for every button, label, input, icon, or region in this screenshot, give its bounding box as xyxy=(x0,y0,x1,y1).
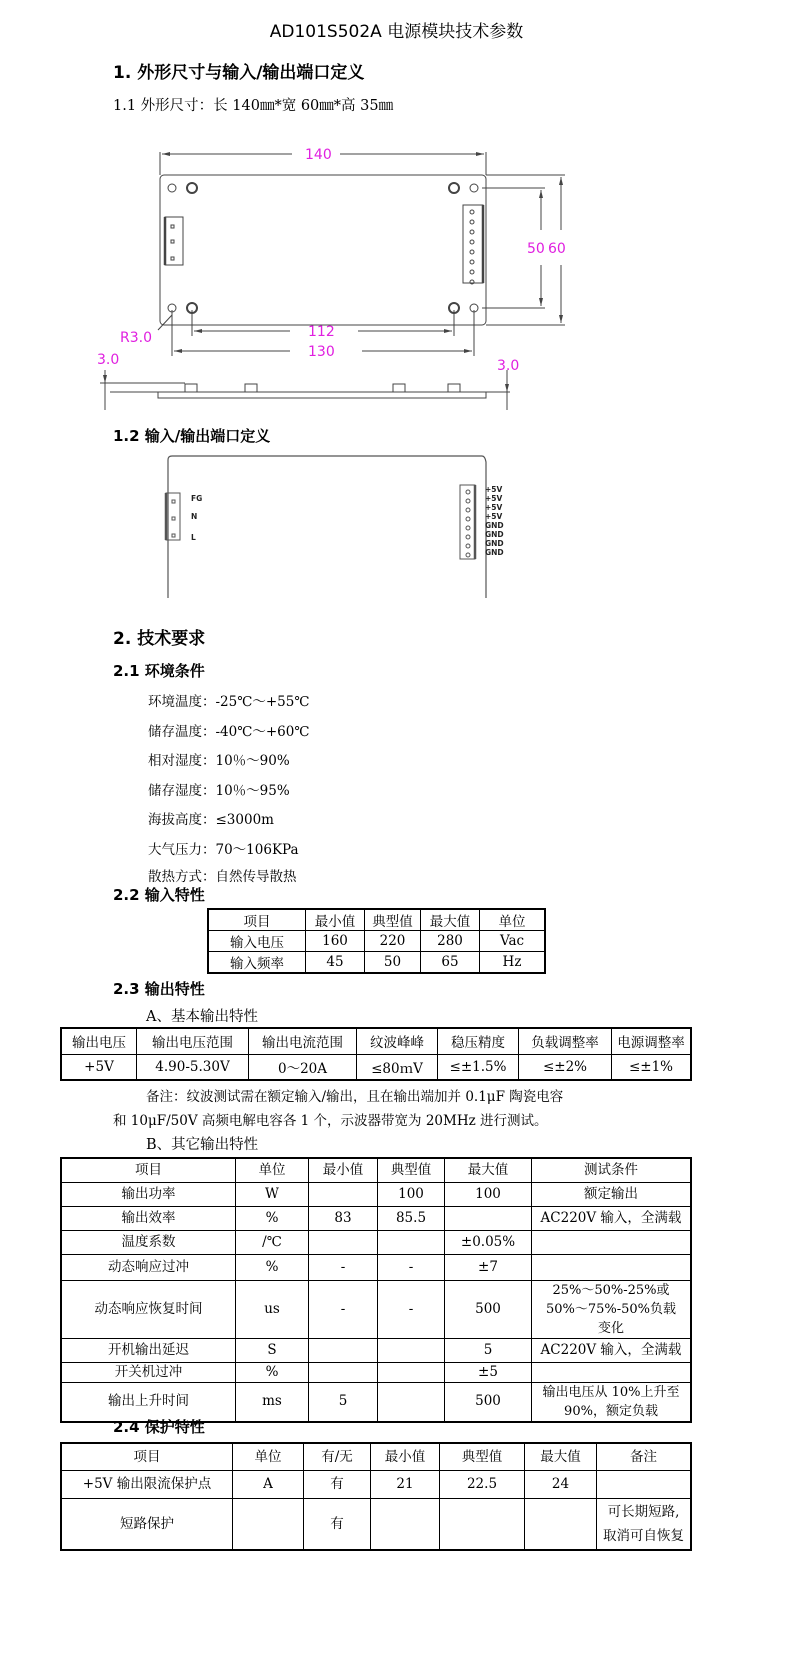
basic-output-label: A、基本输出特性 xyxy=(146,1009,258,1025)
section-1-heading: 1. 外形尺寸与输入/输出端口定义 xyxy=(113,63,365,83)
thickness-left-label: 3.0 xyxy=(97,352,120,368)
table-cell: 50 xyxy=(365,952,421,974)
table-cell: /℃ xyxy=(236,1230,309,1254)
table-row xyxy=(61,1338,691,1362)
output-char-heading: 2.3 输出特性 xyxy=(113,980,205,998)
table-cell xyxy=(378,1382,445,1422)
table-row xyxy=(61,1470,691,1498)
table-header-cell: 项目 xyxy=(208,909,306,931)
table-cell xyxy=(371,1498,440,1550)
table-cell xyxy=(525,1498,597,1550)
table-header-cell: 单位 xyxy=(236,1158,309,1182)
table-header-cell: 最小值 xyxy=(309,1158,378,1182)
table-cell xyxy=(309,1230,378,1254)
table-row xyxy=(61,1230,691,1254)
table-header-cell: 测试条件 xyxy=(532,1158,692,1182)
table-cell: 输出电压从 10%上升至 90%，额定负载 xyxy=(532,1382,692,1422)
table-header-cell: 最大值 xyxy=(525,1443,597,1470)
thickness-right-label: 3.0 xyxy=(497,358,520,374)
output-port-label: GND xyxy=(485,539,504,548)
table-cell xyxy=(445,1206,532,1230)
table-cell: 25%～50%-25%或 50%～75%-50%负载变化 xyxy=(532,1280,692,1338)
table-cell: - xyxy=(378,1280,445,1338)
table-cell: 4.90-5.30V xyxy=(137,1054,249,1080)
table-header-cell: 最小值 xyxy=(306,909,365,931)
table-row xyxy=(61,1498,691,1550)
table-row xyxy=(61,1254,691,1280)
table-row xyxy=(61,1206,691,1230)
table-header-cell: 典型值 xyxy=(440,1443,525,1470)
board-outline xyxy=(160,175,486,325)
table-cell: % xyxy=(236,1254,309,1280)
table-header-cell: 输出电压范围 xyxy=(137,1028,249,1054)
table-cell xyxy=(532,1254,692,1280)
table-cell: 输出功率 xyxy=(61,1182,236,1206)
table-cell xyxy=(309,1182,378,1206)
protection-heading: 2.4 保护特性 xyxy=(113,1418,205,1436)
radius-label: R3.0 xyxy=(120,330,152,346)
table-cell xyxy=(532,1230,692,1254)
table-cell: Vac xyxy=(480,931,546,952)
output-port-label: GND xyxy=(485,548,504,557)
environment-heading: 2.1 环境条件 xyxy=(113,662,205,680)
table-cell: - xyxy=(309,1280,378,1338)
table-cell xyxy=(233,1498,304,1550)
table-cell xyxy=(309,1362,378,1382)
table-header-cell: 稳压精度 xyxy=(438,1028,519,1054)
table-cell: 动态响应恢复时间 xyxy=(61,1280,236,1338)
table-cell: % xyxy=(236,1206,309,1230)
table-cell: 24 xyxy=(525,1470,597,1498)
table-cell: 22.5 xyxy=(440,1470,525,1498)
table-cell: AC220V 输入，全满载 xyxy=(532,1206,692,1230)
table-cell: 21 xyxy=(371,1470,440,1498)
dim-hole-inner-label: 112 xyxy=(308,324,335,340)
table-cell: 65 xyxy=(421,952,480,974)
output-port-label: GND xyxy=(485,530,504,539)
table-cell: 160 xyxy=(306,931,365,952)
table-cell: - xyxy=(378,1254,445,1280)
basic-output-table xyxy=(60,1027,692,1081)
table-header-cell: 最大值 xyxy=(445,1158,532,1182)
table-cell xyxy=(597,1470,692,1498)
table-cell: ≤±1% xyxy=(612,1054,692,1080)
table-cell: 开关机过冲 xyxy=(61,1362,236,1382)
dimension-subheading: 1.1 外形尺寸：长 140㎜*宽 60㎜*高 35㎜ xyxy=(113,98,394,114)
table-cell: 短路保护 xyxy=(61,1498,233,1550)
table-cell: 输入频率 xyxy=(208,952,306,974)
table-cell: 100 xyxy=(378,1182,445,1206)
env-item: 散热方式：自然传导散热 xyxy=(148,869,297,885)
table-row xyxy=(208,952,545,974)
table-cell: 5 xyxy=(445,1338,532,1362)
table-row xyxy=(61,1054,691,1080)
table-header-cell: 典型值 xyxy=(378,1158,445,1182)
table-cell xyxy=(440,1498,525,1550)
table-header-cell: 最大值 xyxy=(421,909,480,931)
ripple-note-line-1: 备注：纹波测试需在额定输入/输出，且在输出端加并 0.1μF 陶瓷电容 xyxy=(146,1089,564,1105)
table-cell: 温度系数 xyxy=(61,1230,236,1254)
input-port-label: N xyxy=(191,512,198,521)
table-header-cell: 输出电压 xyxy=(61,1028,137,1054)
table-cell: ±5 xyxy=(445,1362,532,1382)
dim-hole-outer-label: 130 xyxy=(308,344,335,360)
table-header-cell: 项目 xyxy=(61,1158,236,1182)
output-port-label: +5V xyxy=(485,494,503,503)
table-cell: - xyxy=(309,1254,378,1280)
table-cell: 85.5 xyxy=(378,1206,445,1230)
dim-height-outer-label: 60 xyxy=(548,241,566,257)
table-row xyxy=(61,1362,691,1382)
table-cell: 5 xyxy=(309,1382,378,1422)
output-port-label: +5V xyxy=(485,503,503,512)
table-row xyxy=(61,1280,691,1338)
table-cell: S xyxy=(236,1338,309,1362)
document-title: AD101S502A 电源模块技术参数 xyxy=(269,22,524,42)
port-drawing xyxy=(160,450,540,600)
table-cell: 输出效率 xyxy=(61,1206,236,1230)
table-header-row xyxy=(61,1158,691,1182)
table-cell: ms xyxy=(236,1382,309,1422)
input-characteristics-table xyxy=(207,908,546,974)
table-header-cell: 典型值 xyxy=(365,909,421,931)
table-row xyxy=(61,1182,691,1206)
table-cell xyxy=(378,1230,445,1254)
output-port-label: +5V xyxy=(485,512,503,521)
table-header-row xyxy=(61,1028,691,1054)
table-cell: 额定输出 xyxy=(532,1182,692,1206)
table-cell: 500 xyxy=(445,1382,532,1422)
table-cell: +5V xyxy=(61,1054,137,1080)
env-item: 海拔高度：≤3000m xyxy=(148,812,274,828)
table-header-cell: 备注 xyxy=(597,1443,692,1470)
table-header-row xyxy=(208,909,545,931)
output-port-label: GND xyxy=(485,521,504,530)
table-cell: 220 xyxy=(365,931,421,952)
dim-length-label: 140 xyxy=(305,147,332,163)
table-cell: 280 xyxy=(421,931,480,952)
table-header-cell: 有/无 xyxy=(304,1443,371,1470)
table-cell: ±7 xyxy=(445,1254,532,1280)
table-cell xyxy=(532,1362,692,1382)
side-view-base xyxy=(158,392,486,398)
table-cell xyxy=(378,1338,445,1362)
table-cell xyxy=(309,1338,378,1362)
table-header-cell: 最小值 xyxy=(371,1443,440,1470)
table-cell: AC220V 输入，全满载 xyxy=(532,1338,692,1362)
port-definition-subheading: 1.2 输入/输出端口定义 xyxy=(113,427,271,445)
table-cell: 开机输出延迟 xyxy=(61,1338,236,1362)
env-item: 储存温度：-40℃～+60℃ xyxy=(148,724,310,740)
table-cell: 83 xyxy=(309,1206,378,1230)
table-cell: us xyxy=(236,1280,309,1338)
table-cell: 500 xyxy=(445,1280,532,1338)
env-item: 相对湿度：10％～90% xyxy=(148,753,290,769)
table-cell: ≤±1.5% xyxy=(438,1054,519,1080)
table-cell: 可长期短路,取消可自恢复 xyxy=(597,1498,692,1550)
section-2-heading: 2. 技术要求 xyxy=(113,629,206,649)
table-cell: A xyxy=(233,1470,304,1498)
table-cell: Hz xyxy=(480,952,546,974)
table-cell: 动态响应过冲 xyxy=(61,1254,236,1280)
outline-drawing xyxy=(0,130,793,415)
table-cell: ≤±2% xyxy=(519,1054,612,1080)
table-cell: 0～20A xyxy=(249,1054,357,1080)
table-header-cell: 电源调整率 xyxy=(612,1028,692,1054)
ripple-note-line-2: 和 10μF/50V 高频电解电容各 1 个，示波器带宽为 20MHz 进行测试。 xyxy=(113,1113,548,1129)
table-cell: ±0.05% xyxy=(445,1230,532,1254)
protection-table xyxy=(60,1442,692,1551)
table-row xyxy=(208,931,545,952)
input-char-heading: 2.2 输入特性 xyxy=(113,886,205,904)
table-cell: +5V 输出限流保护点 xyxy=(61,1470,233,1498)
table-header-cell: 输出电流范围 xyxy=(249,1028,357,1054)
table-cell: 输入电压 xyxy=(208,931,306,952)
table-header-cell: 纹波峰峰 xyxy=(357,1028,438,1054)
output-port-label: +5V xyxy=(485,485,503,494)
table-cell: % xyxy=(236,1362,309,1382)
other-output-table xyxy=(60,1157,692,1423)
other-output-label: B、其它输出特性 xyxy=(146,1137,259,1153)
table-cell: 100 xyxy=(445,1182,532,1206)
table-cell xyxy=(378,1362,445,1382)
table-cell: ≤80ｍV xyxy=(357,1054,438,1080)
table-header-row xyxy=(61,1443,691,1470)
input-port-label: FG xyxy=(191,494,203,503)
table-header-cell: 单位 xyxy=(480,909,546,931)
table-cell: 有 xyxy=(304,1498,371,1550)
table-cell: 有 xyxy=(304,1470,371,1498)
env-item: 环境温度：-25℃～+55℃ xyxy=(148,694,310,710)
table-cell: W xyxy=(236,1182,309,1206)
table-header-cell: 负载调整率 xyxy=(519,1028,612,1054)
env-item: 储存湿度：10％～95% xyxy=(148,783,290,799)
env-item: 大气压力：70～106KPa xyxy=(148,842,299,858)
table-header-cell: 项目 xyxy=(61,1443,233,1470)
dim-height-inner-label: 50 xyxy=(527,241,545,257)
table-cell: 45 xyxy=(306,952,365,974)
table-cell: 输出上升时间 xyxy=(61,1382,236,1422)
input-port-label: L xyxy=(191,533,196,542)
table-header-cell: 单位 xyxy=(233,1443,304,1470)
